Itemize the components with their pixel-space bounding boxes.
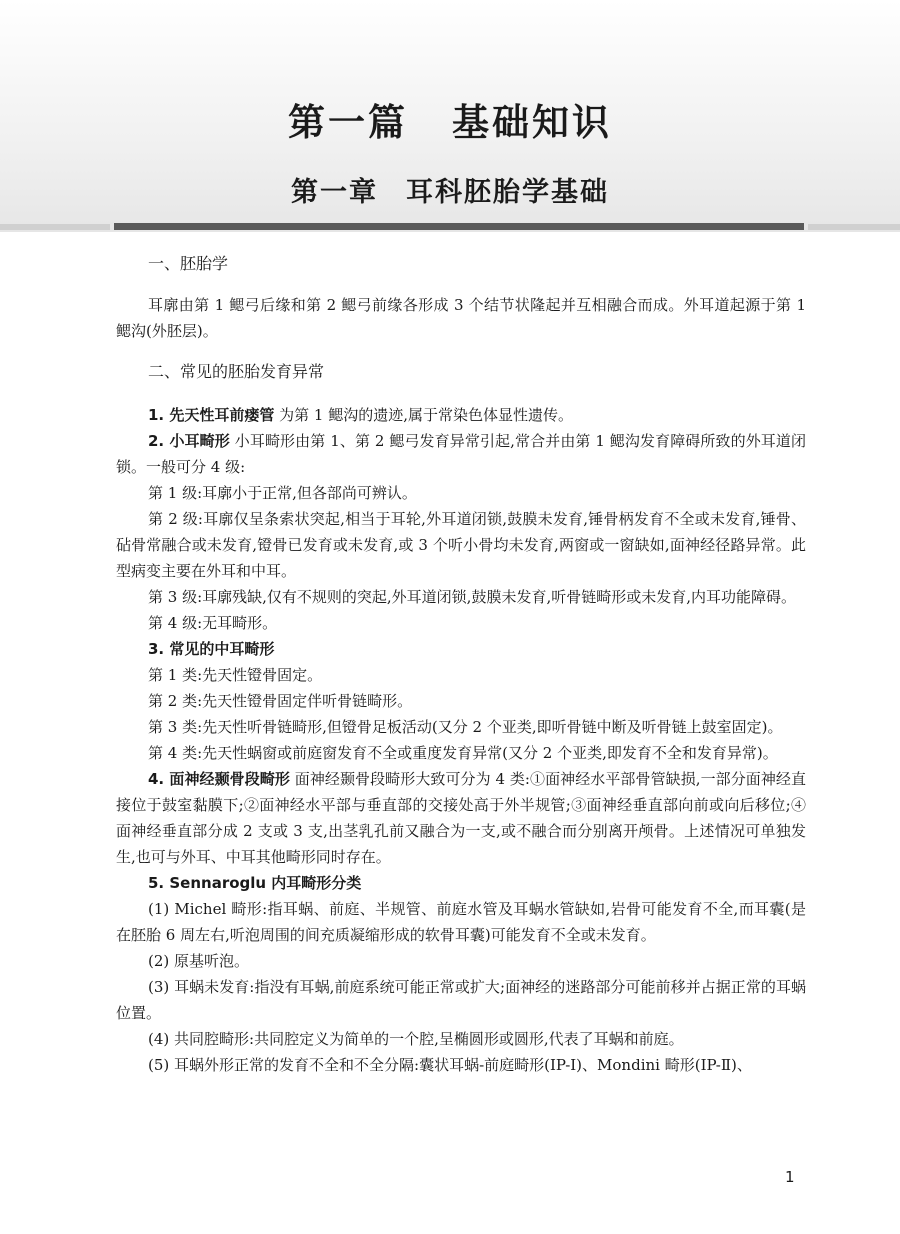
page-number: 1: [785, 1168, 795, 1186]
section-heading-anomalies: 二、常见的胚胎发育异常: [148, 362, 325, 381]
part-title: [0, 92, 900, 146]
grade-2: 第 2 级:耳廓仅呈条索状突起,相当于耳轮,外耳道闭锁,鼓膜未发育,锤骨柄发育不全或未发育,锤骨、砧骨常融合或未发育,镫骨已发育或未发育,或 3 个听小骨均未发育,两窗或一窗缺如,面神经径路异常。此型病变主要在外耳和中耳。: [116, 510, 806, 580]
part-name: 基础知识: [452, 101, 612, 144]
item-label: 2. 小耳畸形: [148, 432, 230, 450]
malformation-4: (4) 共同腔畸形:共同腔定义为简单的一个腔,呈椭圆形或圆形,代表了耳蜗和前庭。: [148, 1030, 684, 1048]
item-middle-ear: [116, 636, 806, 662]
malformation-3: (3) 耳蜗未发育:指没有耳蜗,前庭系统可能正常或扩大;面神经的迷路部分可能前移并占据正常的耳蜗位置。: [116, 978, 806, 1022]
part-number: 第一篇: [288, 101, 408, 144]
item-facial-nerve: 4. 面神经颞骨段畸形 面神经颞骨段畸形大致可分为 4 类:①面神经水平部骨管缺损,一部分面神经直接位于鼓室黏膜下;②面神经水平部与垂直部的交接处高于外半规管;③面神经垂直部向前或向后移位;④面神经垂直部分成 2 支或 3 支,出茎乳孔前又融合为一支,或不融合而分别离开颅骨。上述情况可单独发生,也可与外耳、中耳其他畸形同时存在。: [116, 770, 806, 866]
item-label: 3. 常见的中耳畸形: [148, 640, 275, 658]
header-rule-left: [0, 224, 110, 230]
chapter-number: 第一章: [291, 177, 378, 208]
chapter-name: 耳科胚胎学基础: [406, 177, 609, 208]
malformation-5: (5) 耳蜗外形正常的发育不全和不全分隔:囊状耳蜗-前庭畸形(IP-Ⅰ)、Mondini 畸形(IP-Ⅱ)、: [148, 1056, 752, 1074]
malformation-1: (1) Michel 畸形:指耳蜗、前庭、半规管、前庭水管及耳蜗水管缺如,岩骨可能发育不全,而耳囊(是在胚胎 6 周左右,听泡周围的间充质凝缩形成的软骨耳囊)可能发育不全或未发育。: [116, 900, 806, 944]
grade-4: 第 4 级:无耳畸形。: [148, 614, 278, 632]
header-rule-right: [808, 224, 900, 230]
paragraph-embryology: 耳廓由第 1 鳃弓后缘和第 2 鳃弓前缘各形成 3 个结节状隆起并互相融合而成。外耳道起源于第 1 鳃沟(外胚层)。: [116, 296, 806, 340]
malformation-2: (2) 原基听泡。: [148, 952, 250, 970]
item-label: 4. 面神经颞骨段畸形: [148, 770, 290, 788]
class-2: 第 2 类:先天性镫骨固定伴听骨链畸形。: [148, 692, 413, 710]
grade-1: 第 1 级:耳廓小于正常,但各部尚可辨认。: [148, 484, 417, 502]
class-3: 第 3 类:先天性听骨链畸形,但镫骨足板活动(又分 2 个亚类,即听骨链中断及听骨链上鼓室固定)。: [148, 718, 783, 736]
item-microtia: 2. 小耳畸形 小耳畸形由第 1、第 2 鳃弓发育异常引起,常合并由第 1 鳃沟发育障碍所致的外耳道闭锁。一般可分 4 级:: [116, 432, 807, 476]
class-4: 第 4 类:先天性蜗窗或前庭窗发育不全或重度发育异常(又分 2 个亚类,即发育不全和发育异常)。: [148, 744, 778, 762]
item-label: 5. Sennaroglu 内耳畸形分类: [148, 874, 362, 892]
grade-3: 第 3 级:耳廓残缺,仅有不规则的突起,外耳道闭锁,鼓膜未发育,听骨链畸形或未发育,内耳功能障碍。: [148, 588, 796, 606]
chapter-title: [0, 170, 900, 209]
page-body: [116, 250, 806, 1078]
item-preauricular-fistula: 1. 先天性耳前瘘管 为第 1 鳃沟的遗迹,属于常染色体显性遗传。: [148, 406, 573, 424]
section-heading-embryology: 一、胚胎学: [148, 254, 229, 273]
item-sennaroglu: [116, 870, 806, 896]
class-1: 第 1 类:先天性镫骨固定。: [148, 666, 323, 684]
header-rule: [114, 223, 804, 230]
item-label: 1. 先天性耳前瘘管: [148, 406, 275, 424]
